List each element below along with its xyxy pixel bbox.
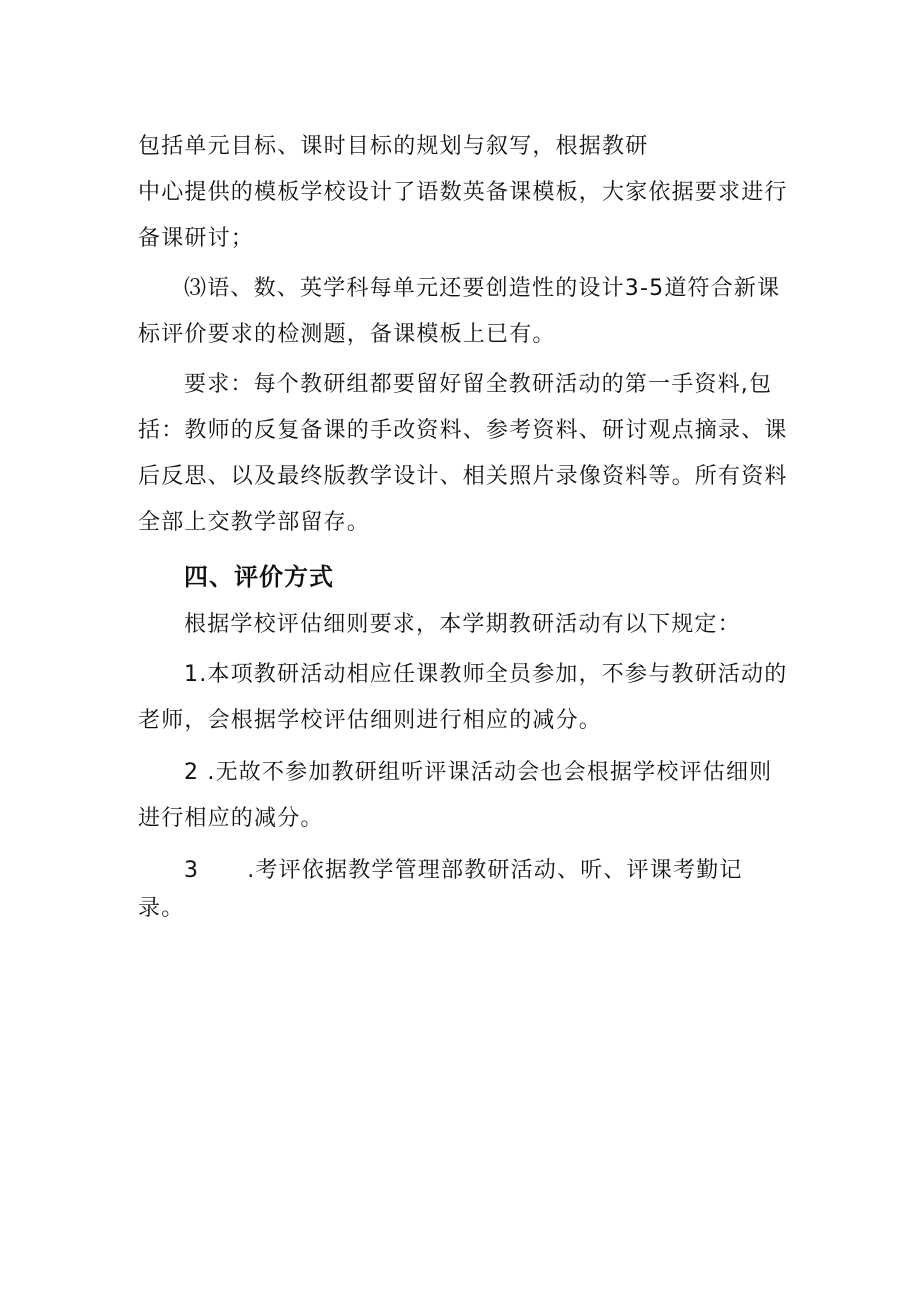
list-item-text: .考评依据教学管理部教研活动、听、评课考勤记: [247, 858, 743, 883]
paragraph-line: 备课研讨；: [138, 226, 255, 251]
section-heading: 四、评价方式: [184, 563, 334, 591]
list-item: [138, 750, 793, 842]
list-item-line: 进行相应的减分。: [138, 806, 324, 831]
paragraph-line: 要求：每个教研组都要留好留全教研活动的第一手资料,包: [184, 372, 773, 397]
paragraph-line: 中心提供的模板学校设计了语数英备课模板，大家依据要求进行: [138, 180, 788, 205]
paragraph-line: 包括单元目标、课时目标的规划与叙写，根据教研: [138, 134, 649, 159]
list-item-number: 3: [184, 858, 200, 883]
paragraph-line: 后反思、以及最终版教学设计、相关照片录像资料等。所有资料: [138, 464, 788, 489]
list-item-line: 1.本项教研活动相应任课教师全员参加，不参与教研活动的: [184, 662, 788, 687]
list-item: [138, 652, 793, 744]
paragraph-test-design: [138, 266, 793, 358]
section-intro: 根据学校评估细则要求，本学期教研活动有以下规定：: [184, 612, 741, 637]
paragraph-lesson-prep: [138, 124, 793, 262]
document-body: [138, 124, 793, 932]
paragraph-line: ⑶语、数、英学科每单元还要创造性的设计3-5道符合新课: [184, 276, 781, 301]
list-item-line: 老师，会根据学校评估细则进行相应的减分。: [138, 708, 603, 733]
paragraph-requirements: [138, 362, 793, 546]
list-item-line: 录。: [138, 896, 185, 921]
list-item-line: [138, 848, 793, 894]
list-item-line: 2 .无故不参加教研组听评课活动会也会根据学校评估细则: [184, 760, 773, 785]
paragraph-line: 括：教师的反复备课的手改资料、参考资料、研讨观点摘录、课: [138, 418, 788, 443]
paragraph-line: 标评价要求的检测题，备课模板上已有。: [138, 322, 556, 347]
paragraph-line: 全部上交教学部留存。: [138, 510, 371, 535]
list-item: [138, 848, 793, 932]
